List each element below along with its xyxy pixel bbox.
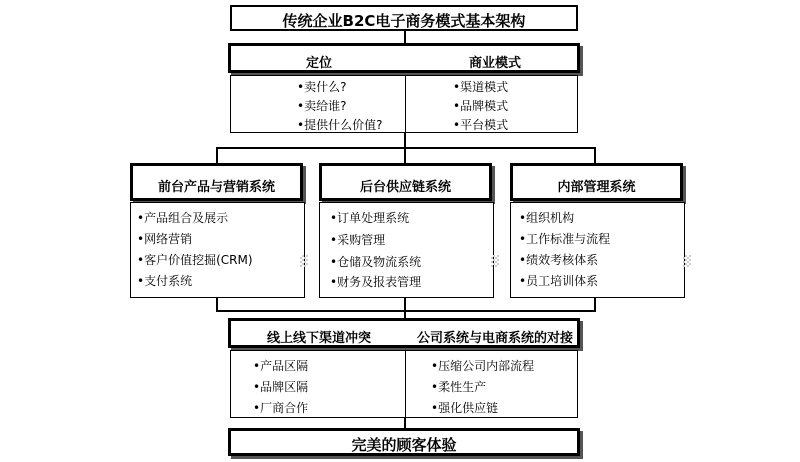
bottom-items-box	[230, 350, 578, 418]
internal-management-item: •员工培训体系	[519, 274, 599, 288]
watermark-pattern	[491, 255, 499, 267]
watermark-pattern	[683, 255, 691, 267]
internal-management-header: 内部管理系统	[557, 180, 636, 195]
internal-management-item: •组织机构	[519, 211, 575, 225]
connector-line	[404, 147, 406, 163]
connector-line	[216, 147, 596, 149]
connector-line	[404, 310, 406, 318]
divider-line	[405, 76, 406, 132]
supply-chain-item: •采购管理	[330, 233, 386, 247]
connector-line	[404, 31, 406, 43]
frontend-system-item: •产品组合及展示	[137, 211, 229, 225]
supply-chain-item: •订单处理系统	[330, 211, 410, 225]
system-integration-item: •柔性生产	[431, 380, 487, 394]
internal-management-item: •绩效考核体系	[519, 253, 599, 267]
positioning-header: 定位	[305, 56, 332, 71]
supply-chain-items-box	[319, 202, 494, 298]
positioning-item: •卖给谁?	[297, 99, 347, 113]
supply-chain-header: 后台供应链系统	[359, 180, 451, 195]
top-header-box	[228, 43, 580, 73]
channel-conflict-item: •产品区隔	[253, 359, 309, 373]
positioning-item: •提供什么价值?	[297, 118, 383, 132]
channel-conflict-header: 线上线下渠道冲突	[266, 331, 371, 346]
internal-management-items-box	[510, 202, 685, 298]
divider-line	[405, 351, 406, 417]
supply-chain-item: •仓储及物流系统	[330, 255, 422, 269]
connector-line	[216, 310, 596, 312]
connector-line	[216, 147, 218, 163]
frontend-system-item: •客户价值挖掘(CRM)	[137, 253, 253, 267]
connector-line	[404, 298, 406, 310]
system-integration-item: •压缩公司内部流程	[431, 359, 535, 373]
frontend-system-header-box	[130, 163, 303, 201]
customer-experience-text: 完美的顾客体验	[351, 436, 457, 454]
business-model-header: 商业模式	[468, 56, 521, 71]
frontend-system-header: 前台产品与营销系统	[157, 180, 275, 195]
connector-line	[404, 418, 406, 428]
footer-box	[228, 428, 580, 456]
system-integration-item: •强化供应链	[431, 401, 499, 415]
top-items-box	[230, 75, 578, 133]
system-integration-header: 公司系统与电商系统的对接	[416, 331, 573, 346]
business-model-item: •平台模式	[453, 118, 509, 132]
positioning-item: •卖什么?	[297, 80, 347, 94]
connector-line	[216, 298, 218, 310]
diagram-title-box	[230, 5, 578, 31]
watermark-pattern	[300, 255, 308, 267]
connector-line	[594, 147, 596, 163]
frontend-system-item: •支付系统	[137, 274, 193, 288]
business-model-item: •品牌模式	[453, 99, 509, 113]
business-model-item: •渠道模式	[453, 80, 509, 94]
supply-chain-item: •财务及报表管理	[330, 275, 422, 289]
internal-management-item: •工作标准与流程	[519, 232, 611, 246]
channel-conflict-item: •厂商合作	[253, 401, 309, 415]
diagram-title: 传统企业B2C电子商务模式基本架构	[282, 12, 526, 30]
connector-line	[404, 133, 406, 147]
connector-line	[594, 298, 596, 310]
bottom-header-box	[228, 318, 580, 348]
supply-chain-header-box	[319, 163, 492, 201]
frontend-system-items-box	[130, 202, 305, 298]
frontend-system-item: •网络营销	[137, 232, 193, 246]
internal-management-header-box	[510, 163, 683, 201]
channel-conflict-item: •品牌区隔	[253, 380, 309, 394]
